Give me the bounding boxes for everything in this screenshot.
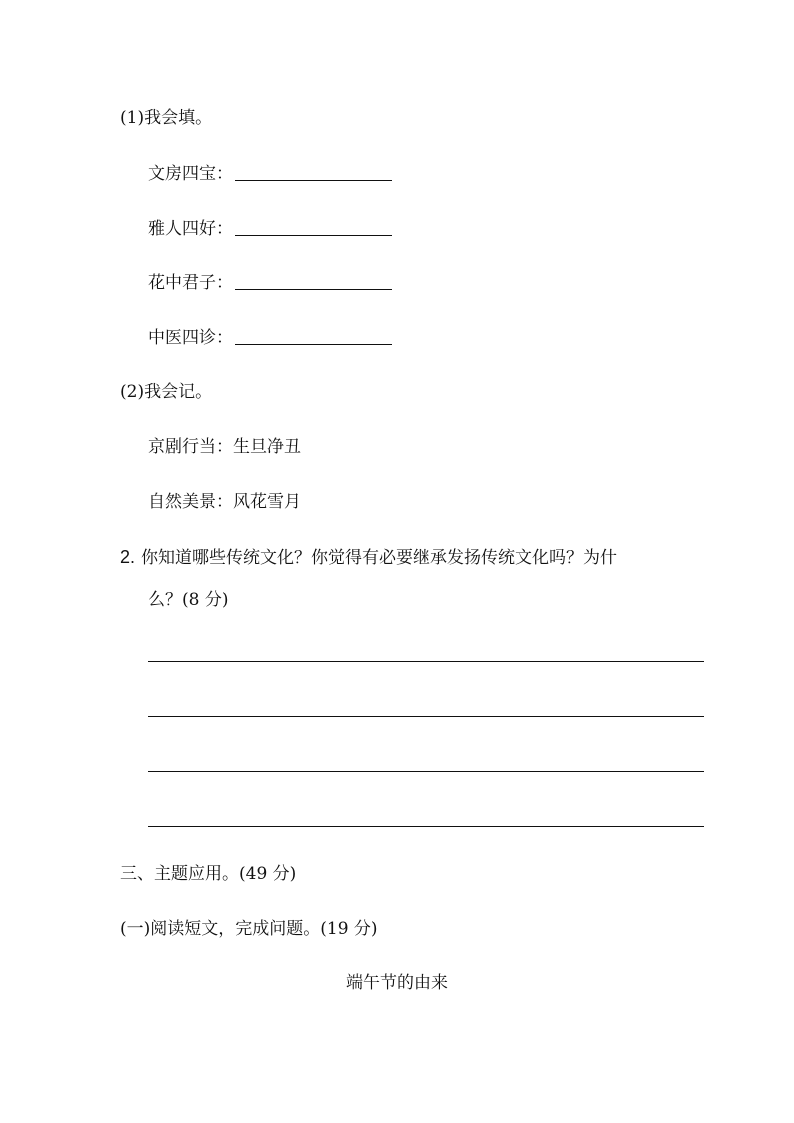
answer-line[interactable] bbox=[148, 826, 704, 827]
question-2 bbox=[120, 546, 617, 569]
question-text: 你知道哪些传统文化？你觉得有必要继承发扬传统文化吗？为什 bbox=[141, 548, 618, 568]
part2-heading: (2)我会记。 bbox=[120, 382, 213, 402]
passage-title: 端午节的由来 bbox=[346, 973, 448, 993]
fill-item-1 bbox=[148, 163, 392, 185]
fill-label: 中医四诊： bbox=[148, 328, 233, 348]
answer-line[interactable] bbox=[148, 661, 704, 662]
fill-label: 文房四宝： bbox=[148, 164, 233, 184]
question-text-continued: 么？(8 分) bbox=[148, 590, 229, 610]
answer-line[interactable] bbox=[148, 716, 704, 717]
answer-line[interactable] bbox=[148, 771, 704, 772]
fill-item-3 bbox=[148, 272, 392, 294]
memory-item: 自然美景：风花雪月 bbox=[148, 492, 301, 512]
fill-blank[interactable] bbox=[235, 328, 392, 345]
fill-blank[interactable] bbox=[235, 273, 392, 290]
reading-subheading: (一)阅读短文，完成问题。(19 分) bbox=[120, 919, 378, 939]
fill-blank[interactable] bbox=[235, 164, 392, 181]
fill-item-2 bbox=[148, 218, 392, 240]
fill-item-4 bbox=[148, 327, 392, 349]
section-3-heading: 三、主题应用。(49 分) bbox=[120, 864, 297, 884]
fill-blank[interactable] bbox=[235, 219, 392, 236]
part1-heading: (1)我会填。 bbox=[120, 108, 213, 128]
fill-label: 雅人四好： bbox=[148, 219, 233, 239]
fill-label: 花中君子： bbox=[148, 273, 233, 293]
question-number: 2. bbox=[120, 547, 136, 567]
memory-item: 京剧行当：生旦净丑 bbox=[148, 437, 301, 457]
